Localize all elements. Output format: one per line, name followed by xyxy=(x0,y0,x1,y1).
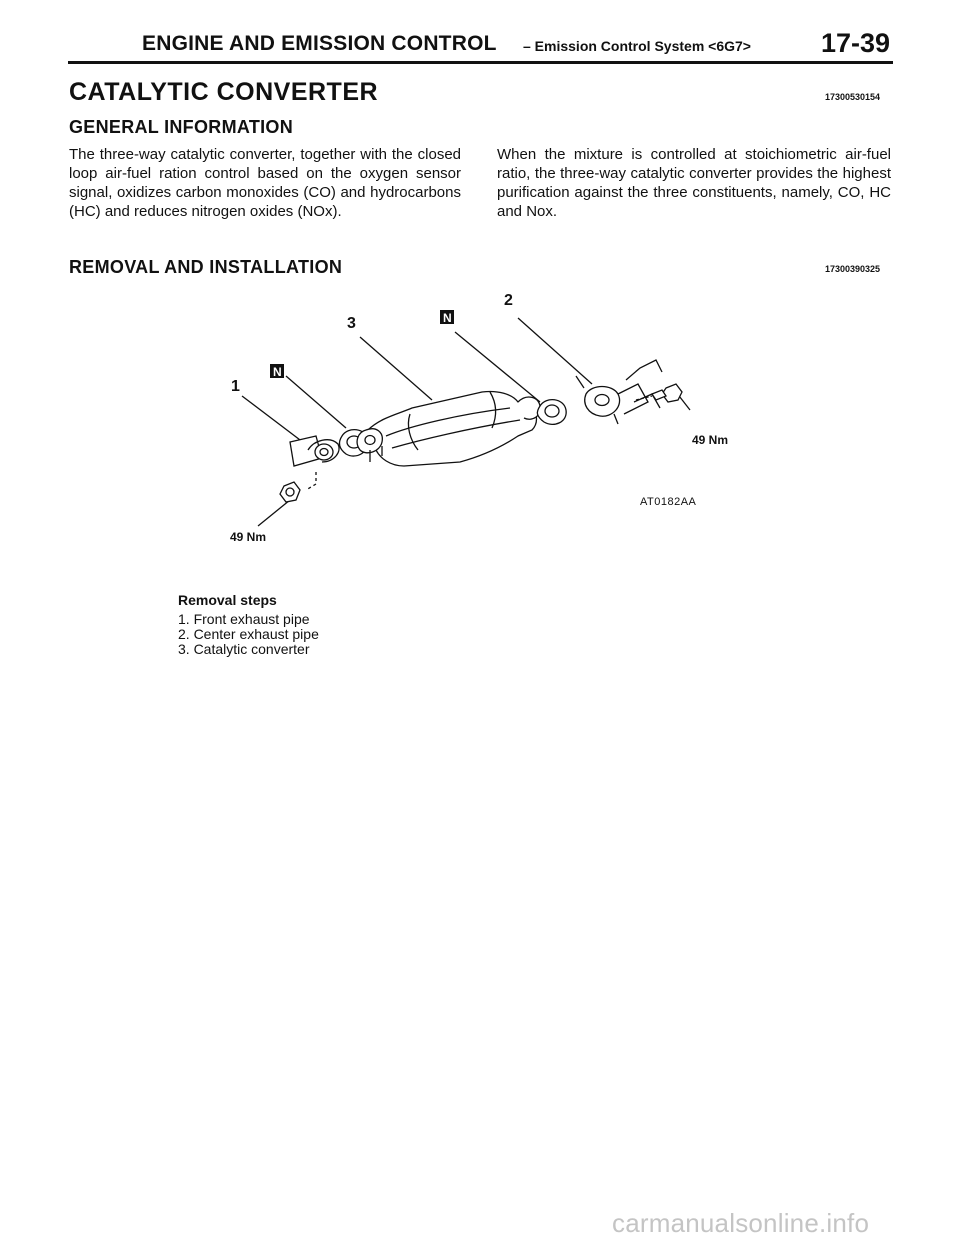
callout-1: 1 xyxy=(231,378,240,395)
removal-title: REMOVAL AND INSTALLATION xyxy=(69,257,343,277)
torque-left: 49 Nm xyxy=(230,530,267,544)
section-code: 17300530154 xyxy=(825,92,881,102)
removal-steps-list xyxy=(178,612,319,657)
removal-step: 1. Front exhaust pipe xyxy=(178,611,310,627)
new-part-label-2: N xyxy=(443,311,452,325)
callout-3: 3 xyxy=(347,315,356,332)
figure-id: AT0182AA xyxy=(640,496,697,508)
general-info-col2: When the mixture is controlled at stoichiometric air-fuel ratio, the three-way catalytic converter provides the highest purification against the three constituents, namely, CO, HC and Nox. xyxy=(497,146,891,220)
header-section: ENGINE AND EMISSION CONTROL xyxy=(142,32,497,55)
removal-step: 3. Catalytic converter xyxy=(178,641,310,657)
exhaust-illustration xyxy=(220,290,760,555)
header-subsection: – Emission Control System <6G7> xyxy=(523,38,751,54)
exploded-diagram xyxy=(220,290,760,555)
section-title: CATALYTIC CONVERTER xyxy=(69,78,379,106)
header-rule xyxy=(68,61,893,64)
torque-right: 49 Nm xyxy=(692,433,729,447)
general-info-title: GENERAL INFORMATION xyxy=(69,117,294,137)
new-part-label-1: N xyxy=(273,365,282,379)
removal-code: 17300390325 xyxy=(825,264,881,274)
page-header xyxy=(142,28,890,62)
callout-2: 2 xyxy=(504,292,513,309)
watermark: carmanualsonline.info xyxy=(612,1208,870,1238)
page-number: 17-39 xyxy=(820,28,890,58)
general-info-col1: The three-way catalytic converter, together with the closed loop air-fuel ration control based on the oxygen sensor signal, oxidizes carbon monoxides (CO) and hydrocarbons (HC) and reduces nitrogen oxides (NOx). xyxy=(69,146,461,220)
removal-step: 2. Center exhaust pipe xyxy=(178,626,319,642)
removal-steps-title: Removal steps xyxy=(178,592,277,608)
